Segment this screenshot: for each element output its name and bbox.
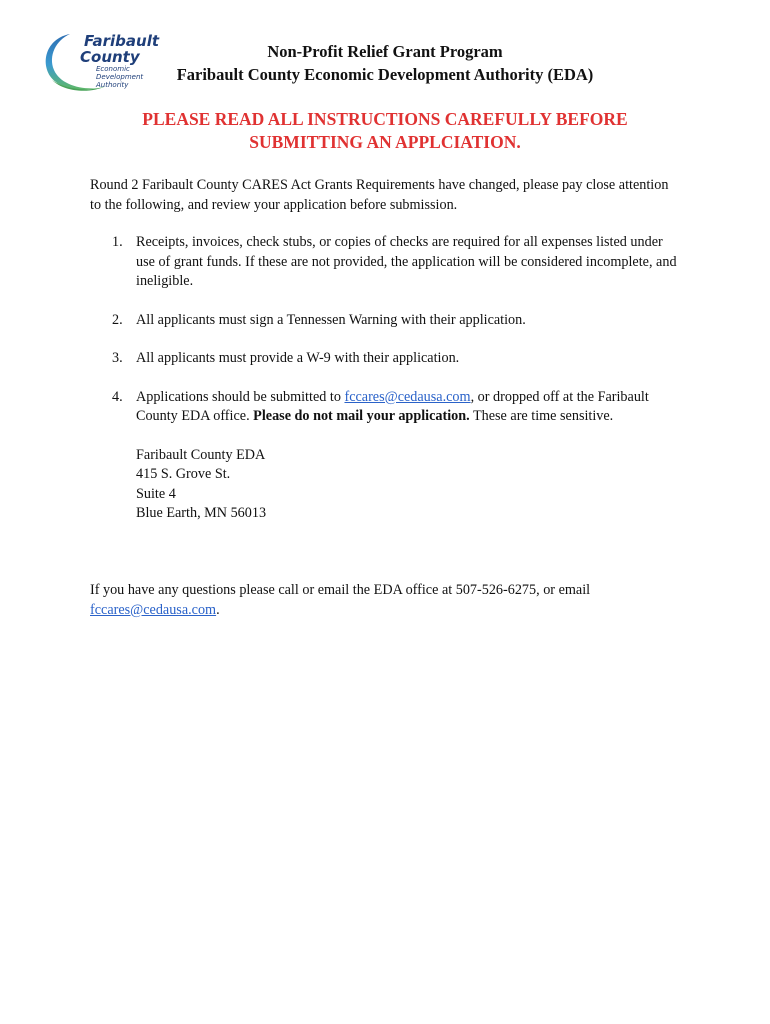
list-item-number: 2. bbox=[112, 311, 123, 328]
logo-text-economic: Economic bbox=[96, 65, 130, 73]
list-item-number: 1. bbox=[112, 234, 123, 250]
instructions-warning bbox=[85, 108, 685, 154]
list-item bbox=[90, 388, 680, 427]
list-item-number: 3. bbox=[112, 350, 123, 366]
logo-text-development: Development bbox=[96, 73, 144, 81]
address-line-2: 415 S. Grove St. bbox=[136, 466, 231, 482]
list-item bbox=[90, 349, 680, 369]
list-item-text-end: These are time sensitive. bbox=[469, 408, 614, 424]
list-item-text: All applicants must provide a W-9 with their application. bbox=[136, 350, 460, 366]
contact-text: If you have any questions please call or email the EDA office at 507-526-6275, or email bbox=[90, 582, 591, 598]
logo-text-county: County bbox=[80, 48, 140, 66]
address-line-3: Suite 4 bbox=[136, 485, 176, 502]
logo-text-authority: Authority bbox=[96, 81, 129, 89]
contact-paragraph bbox=[90, 581, 680, 620]
list-item-text-middle: , or dropped off at the Faribault County EDA office. bbox=[136, 388, 649, 424]
address-line-4: Blue Earth, MN 56013 bbox=[136, 505, 267, 521]
requirements-list bbox=[90, 233, 680, 524]
list-item-text: All applicants must sign a Tennessen Warning with their application. bbox=[136, 311, 526, 328]
list-item bbox=[90, 233, 680, 292]
document-header bbox=[150, 40, 620, 86]
list-item bbox=[90, 311, 680, 331]
warning-line-1: PLEASE READ ALL INSTRUCTIONS CAREFULLY BEFORE bbox=[142, 109, 628, 129]
intro-paragraph: Round 2 Faribault County CARES Act Grants Requirements have changed, please pay close attention to the following, and review your application before submission. bbox=[90, 177, 669, 213]
program-title: Non-Profit Relief Grant Program bbox=[267, 42, 503, 61]
list-item-text: Receipts, invoices, check stubs, or copies of checks are required for all expenses listed under use of grant funds. If these are not provided, the application will be considered incomplete, and ineligible. bbox=[136, 234, 677, 289]
contact-email-link[interactable]: fccares@cedausa.com bbox=[90, 601, 217, 618]
list-item-text-start: Applications should be submitted to bbox=[136, 388, 345, 405]
authority-title: Faribault County Economic Development Authority (EDA) bbox=[176, 65, 594, 84]
list-item-number: 4. bbox=[112, 388, 123, 405]
address-line-1: Faribault County EDA bbox=[136, 446, 266, 463]
submission-email-link[interactable]: fccares@cedausa.com bbox=[344, 388, 471, 405]
contact-text-end: . bbox=[216, 601, 220, 618]
logo-text-faribault: Faribault bbox=[84, 32, 160, 50]
do-not-mail-notice: Please do not mail your application. bbox=[253, 408, 470, 424]
warning-line-2: SUBMITTING AN APPLCIATION. bbox=[249, 132, 521, 152]
office-address bbox=[90, 446, 680, 524]
